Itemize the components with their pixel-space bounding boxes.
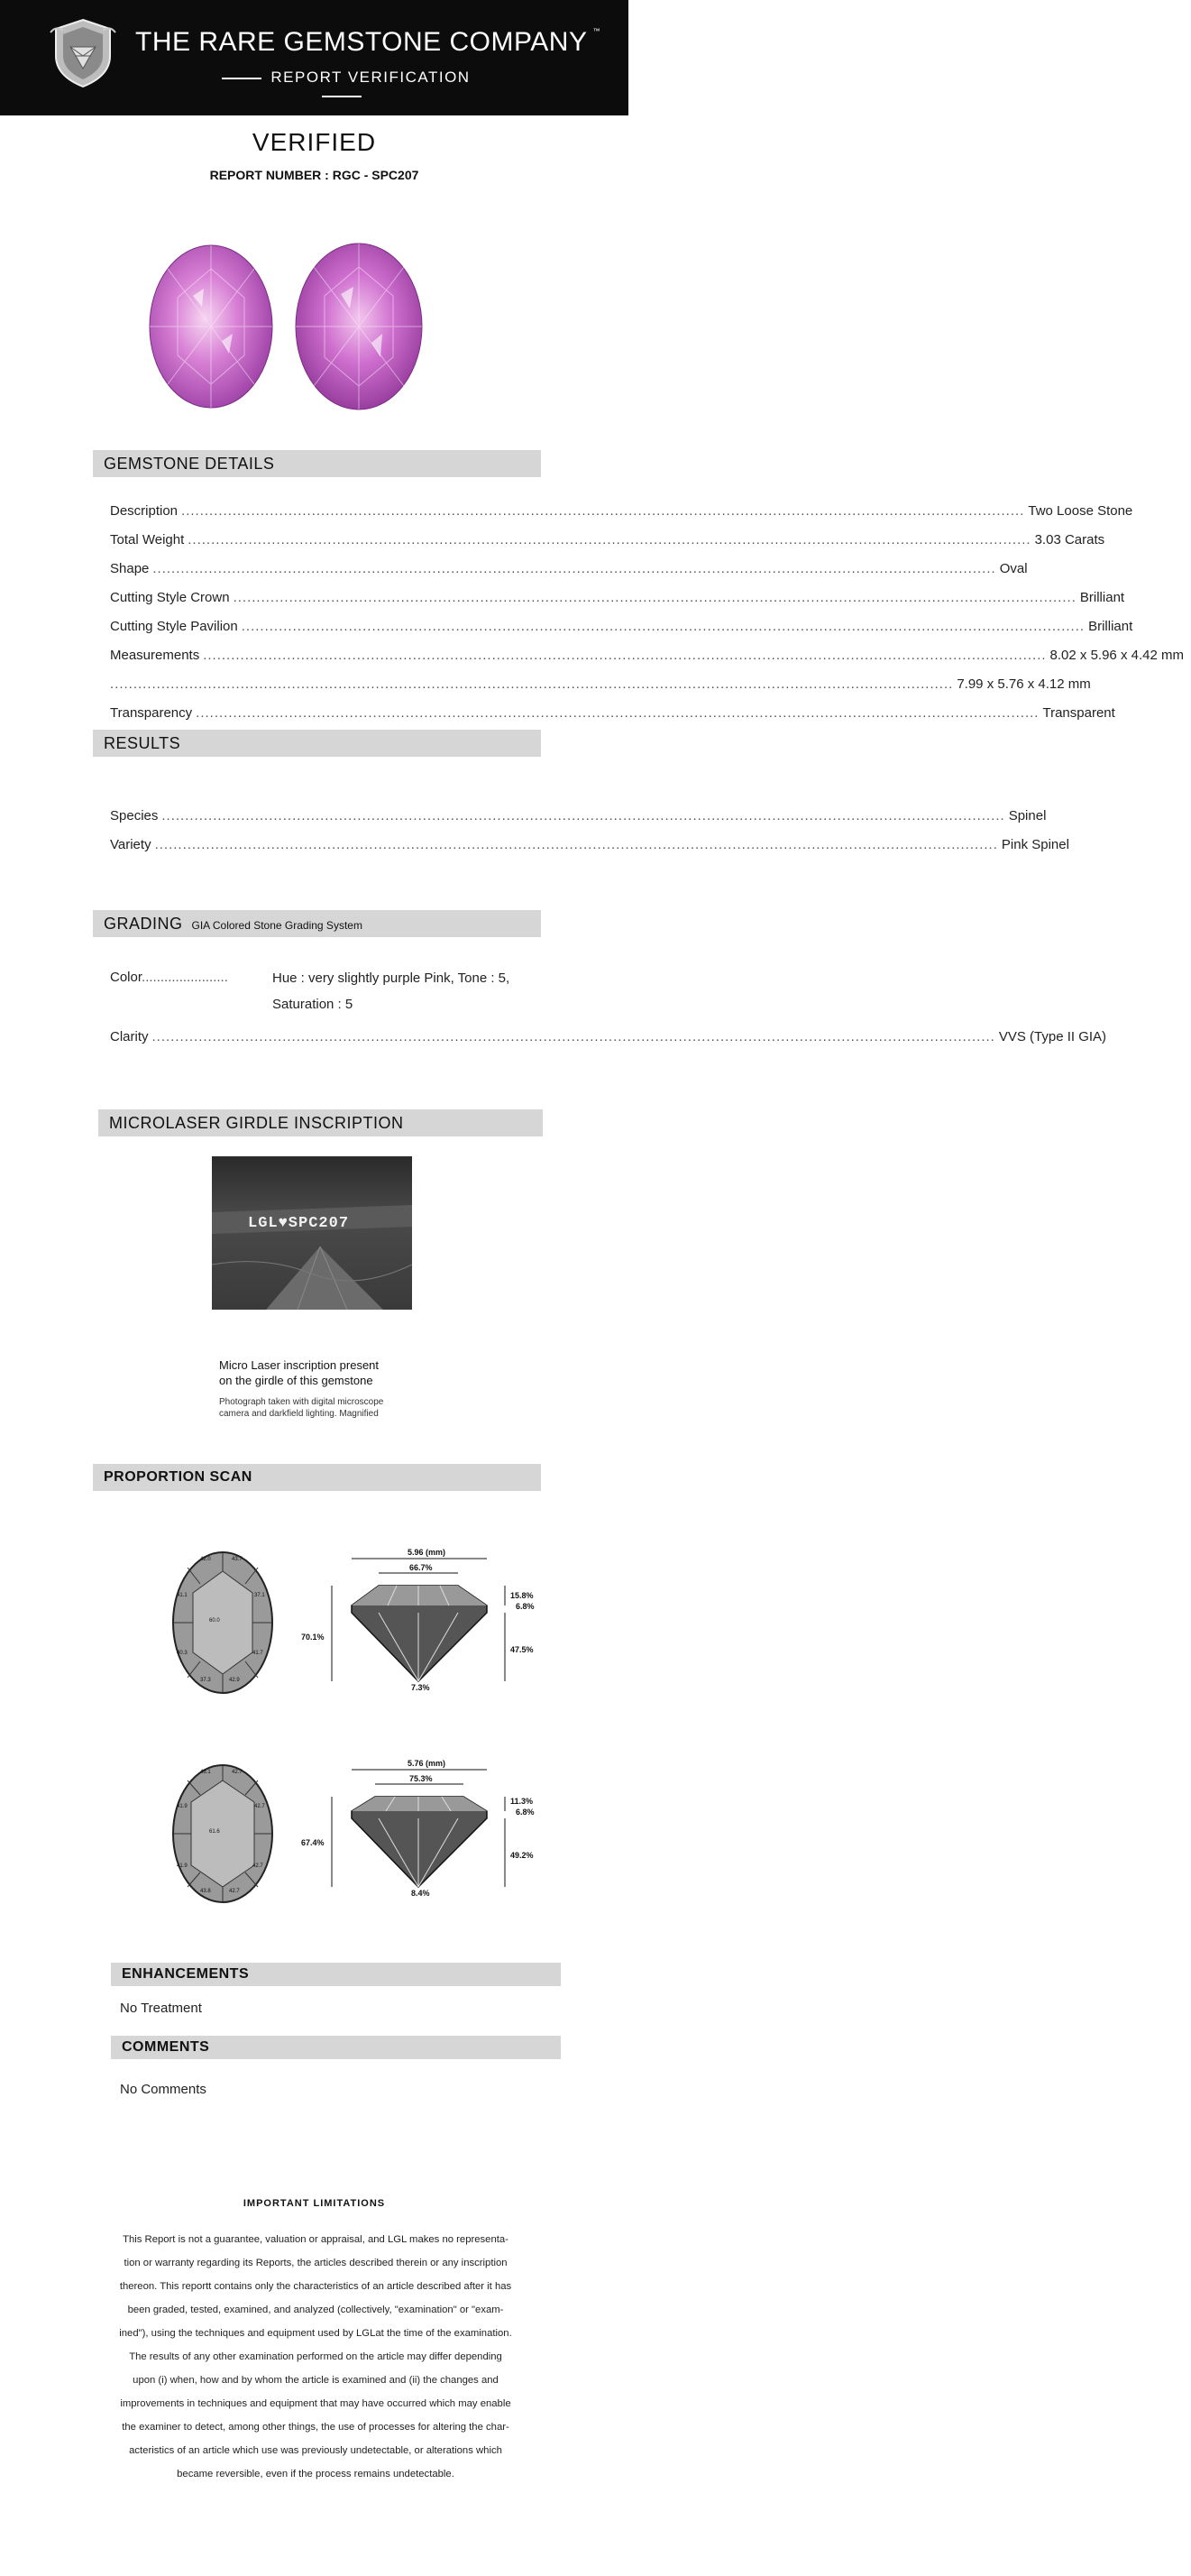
detail-row-measurements: Measurements ..... 8.02 x 5.96 x 4.42 mm — [110, 648, 511, 667]
detail-row-cutting-crown: Cutting Style Crown ..... Brilliant — [110, 590, 511, 610]
report-verification-subtitle: REPORT VERIFICATION — [193, 69, 490, 105]
grading-header: GRADING GIA Colored Stone Grading System — [93, 910, 541, 937]
proportion-scan-profile-1 — [301, 1546, 550, 1692]
svg-text:37.3: 37.3 — [200, 1678, 211, 1683]
proportion-scan-profile-2 — [301, 1757, 550, 1901]
svg-text:41.9: 41.9 — [177, 1863, 188, 1869]
svg-text:8.4%: 8.4% — [411, 1889, 430, 1898]
proportion-scan-top-view-2 — [164, 1757, 281, 1910]
brand-name: THE RARE GEMSTONE COMPANY ™ — [135, 27, 600, 57]
microlaser-header: MICROLASER GIRDLE INSCRIPTION — [98, 1109, 543, 1136]
results-header: RESULTS — [93, 730, 541, 757]
comments-value: No Comments — [120, 2082, 206, 2097]
svg-text:49.2%: 49.2% — [510, 1851, 534, 1860]
grading-clarity-row: Clarity ..... VVS (Type II GIA) — [110, 1029, 511, 1049]
svg-text:11.3%: 11.3% — [510, 1797, 534, 1806]
svg-text:42.7: 42.7 — [252, 1863, 263, 1869]
svg-text:41.1: 41.1 — [177, 1593, 188, 1598]
svg-text:42.7: 42.7 — [229, 1889, 240, 1894]
gemstone-photo — [114, 233, 483, 422]
result-row-variety: Variety ..... Pink Spinel — [110, 837, 511, 857]
svg-text:37.1: 37.1 — [254, 1593, 265, 1598]
svg-text:67.4%: 67.4% — [301, 1838, 325, 1847]
svg-text:15.8%: 15.8% — [510, 1591, 534, 1600]
svg-text:5.96 (mm): 5.96 (mm) — [408, 1548, 446, 1557]
svg-text:66.7%: 66.7% — [409, 1563, 433, 1572]
header-banner — [0, 0, 628, 115]
svg-text:61.6: 61.6 — [209, 1829, 220, 1835]
report-number: REPORT NUMBER : RGC - SPC207 — [209, 168, 419, 182]
svg-text:42.0: 42.0 — [200, 1557, 211, 1562]
svg-text:47.5%: 47.5% — [510, 1645, 534, 1654]
svg-text:43.1: 43.1 — [200, 1770, 211, 1775]
enhancements-header: ENHANCEMENTS — [111, 1963, 561, 1986]
inscription-text: LGL♥SPC207 — [248, 1215, 350, 1232]
svg-text:7.3%: 7.3% — [411, 1683, 430, 1692]
microlaser-caption: Micro Laser inscription present on the girdle of this gemstone — [219, 1358, 380, 1387]
important-limitations-text: This Report is not a guarantee, valuation or appraisal, and LGL makes no representa- tion or warranty regarding its Reports, the articles described therein or any inscription thereon. This reportt contains only the characteristics of an article described after it has been graded, tested, examined, and analyzed (collectively, "examination" or "exam- ined"), using the techniques and equipment used by LGLat the time of the examination. The results of any other examination performed on the article may differ depending upon (i) when, how and by whom the article is examined and (ii) the changes and improvements in techniques and equipment that may have occurred which may enable the examiner to detect, among other things, the use of processes for altering the char- acteristics of an article which use was previously undetectable, or alterations which became reversible, even if the process remains undetectable. — [119, 2234, 512, 2479]
detail-row-description: Description ..... Two Loose Stone — [110, 503, 511, 523]
comments-header: COMMENTS — [111, 2036, 561, 2059]
result-row-species: Species ..... Spinel — [110, 808, 511, 828]
svg-text:75.3%: 75.3% — [409, 1774, 433, 1783]
svg-text:42.9: 42.9 — [229, 1678, 240, 1683]
detail-row-shape: Shape ..... Oval — [110, 561, 511, 581]
detail-row-measurements-2: ..... 7.99 x 5.76 x 4.12 mm — [110, 676, 511, 696]
svg-text:41.7: 41.7 — [252, 1651, 263, 1656]
svg-text:41.9: 41.9 — [177, 1804, 188, 1809]
svg-text:43.7: 43.7 — [232, 1557, 243, 1562]
proportion-scan-top-view-1 — [164, 1546, 281, 1699]
company-crest-logo — [47, 16, 119, 90]
microlaser-note: Photograph taken with digital microscope camera and darkfield lighting. Magnified — [219, 1397, 384, 1419]
gemstone-details-header: GEMSTONE DETAILS — [93, 450, 541, 477]
detail-row-cutting-pavilion: Cutting Style Pavilion ..... Brilliant — [110, 619, 511, 639]
svg-text:6.8%: 6.8% — [516, 1602, 535, 1611]
svg-text:6.8%: 6.8% — [516, 1808, 535, 1817]
svg-text:42.7: 42.7 — [232, 1770, 243, 1775]
svg-text:42.7: 42.7 — [254, 1804, 265, 1809]
svg-text:43.8: 43.8 — [200, 1889, 211, 1894]
microlaser-inscription-photo — [212, 1156, 412, 1310]
svg-text:60.0: 60.0 — [209, 1618, 220, 1624]
enhancements-value: No Treatment — [120, 2001, 202, 2016]
important-limitations-title: IMPORTANT LIMITATIONS — [243, 2198, 386, 2209]
detail-row-transparency: Transparency ..... Transparent — [110, 705, 511, 725]
detail-row-total-weight: Total Weight ..... 3.03 Carats — [110, 532, 511, 552]
proportion-scan-header: PROPORTION SCAN — [93, 1464, 541, 1491]
svg-text:5.76 (mm): 5.76 (mm) — [408, 1759, 446, 1768]
svg-text:40.3: 40.3 — [177, 1651, 188, 1656]
svg-text:70.1%: 70.1% — [301, 1633, 325, 1642]
verification-status: VERIFIED — [252, 128, 377, 156]
